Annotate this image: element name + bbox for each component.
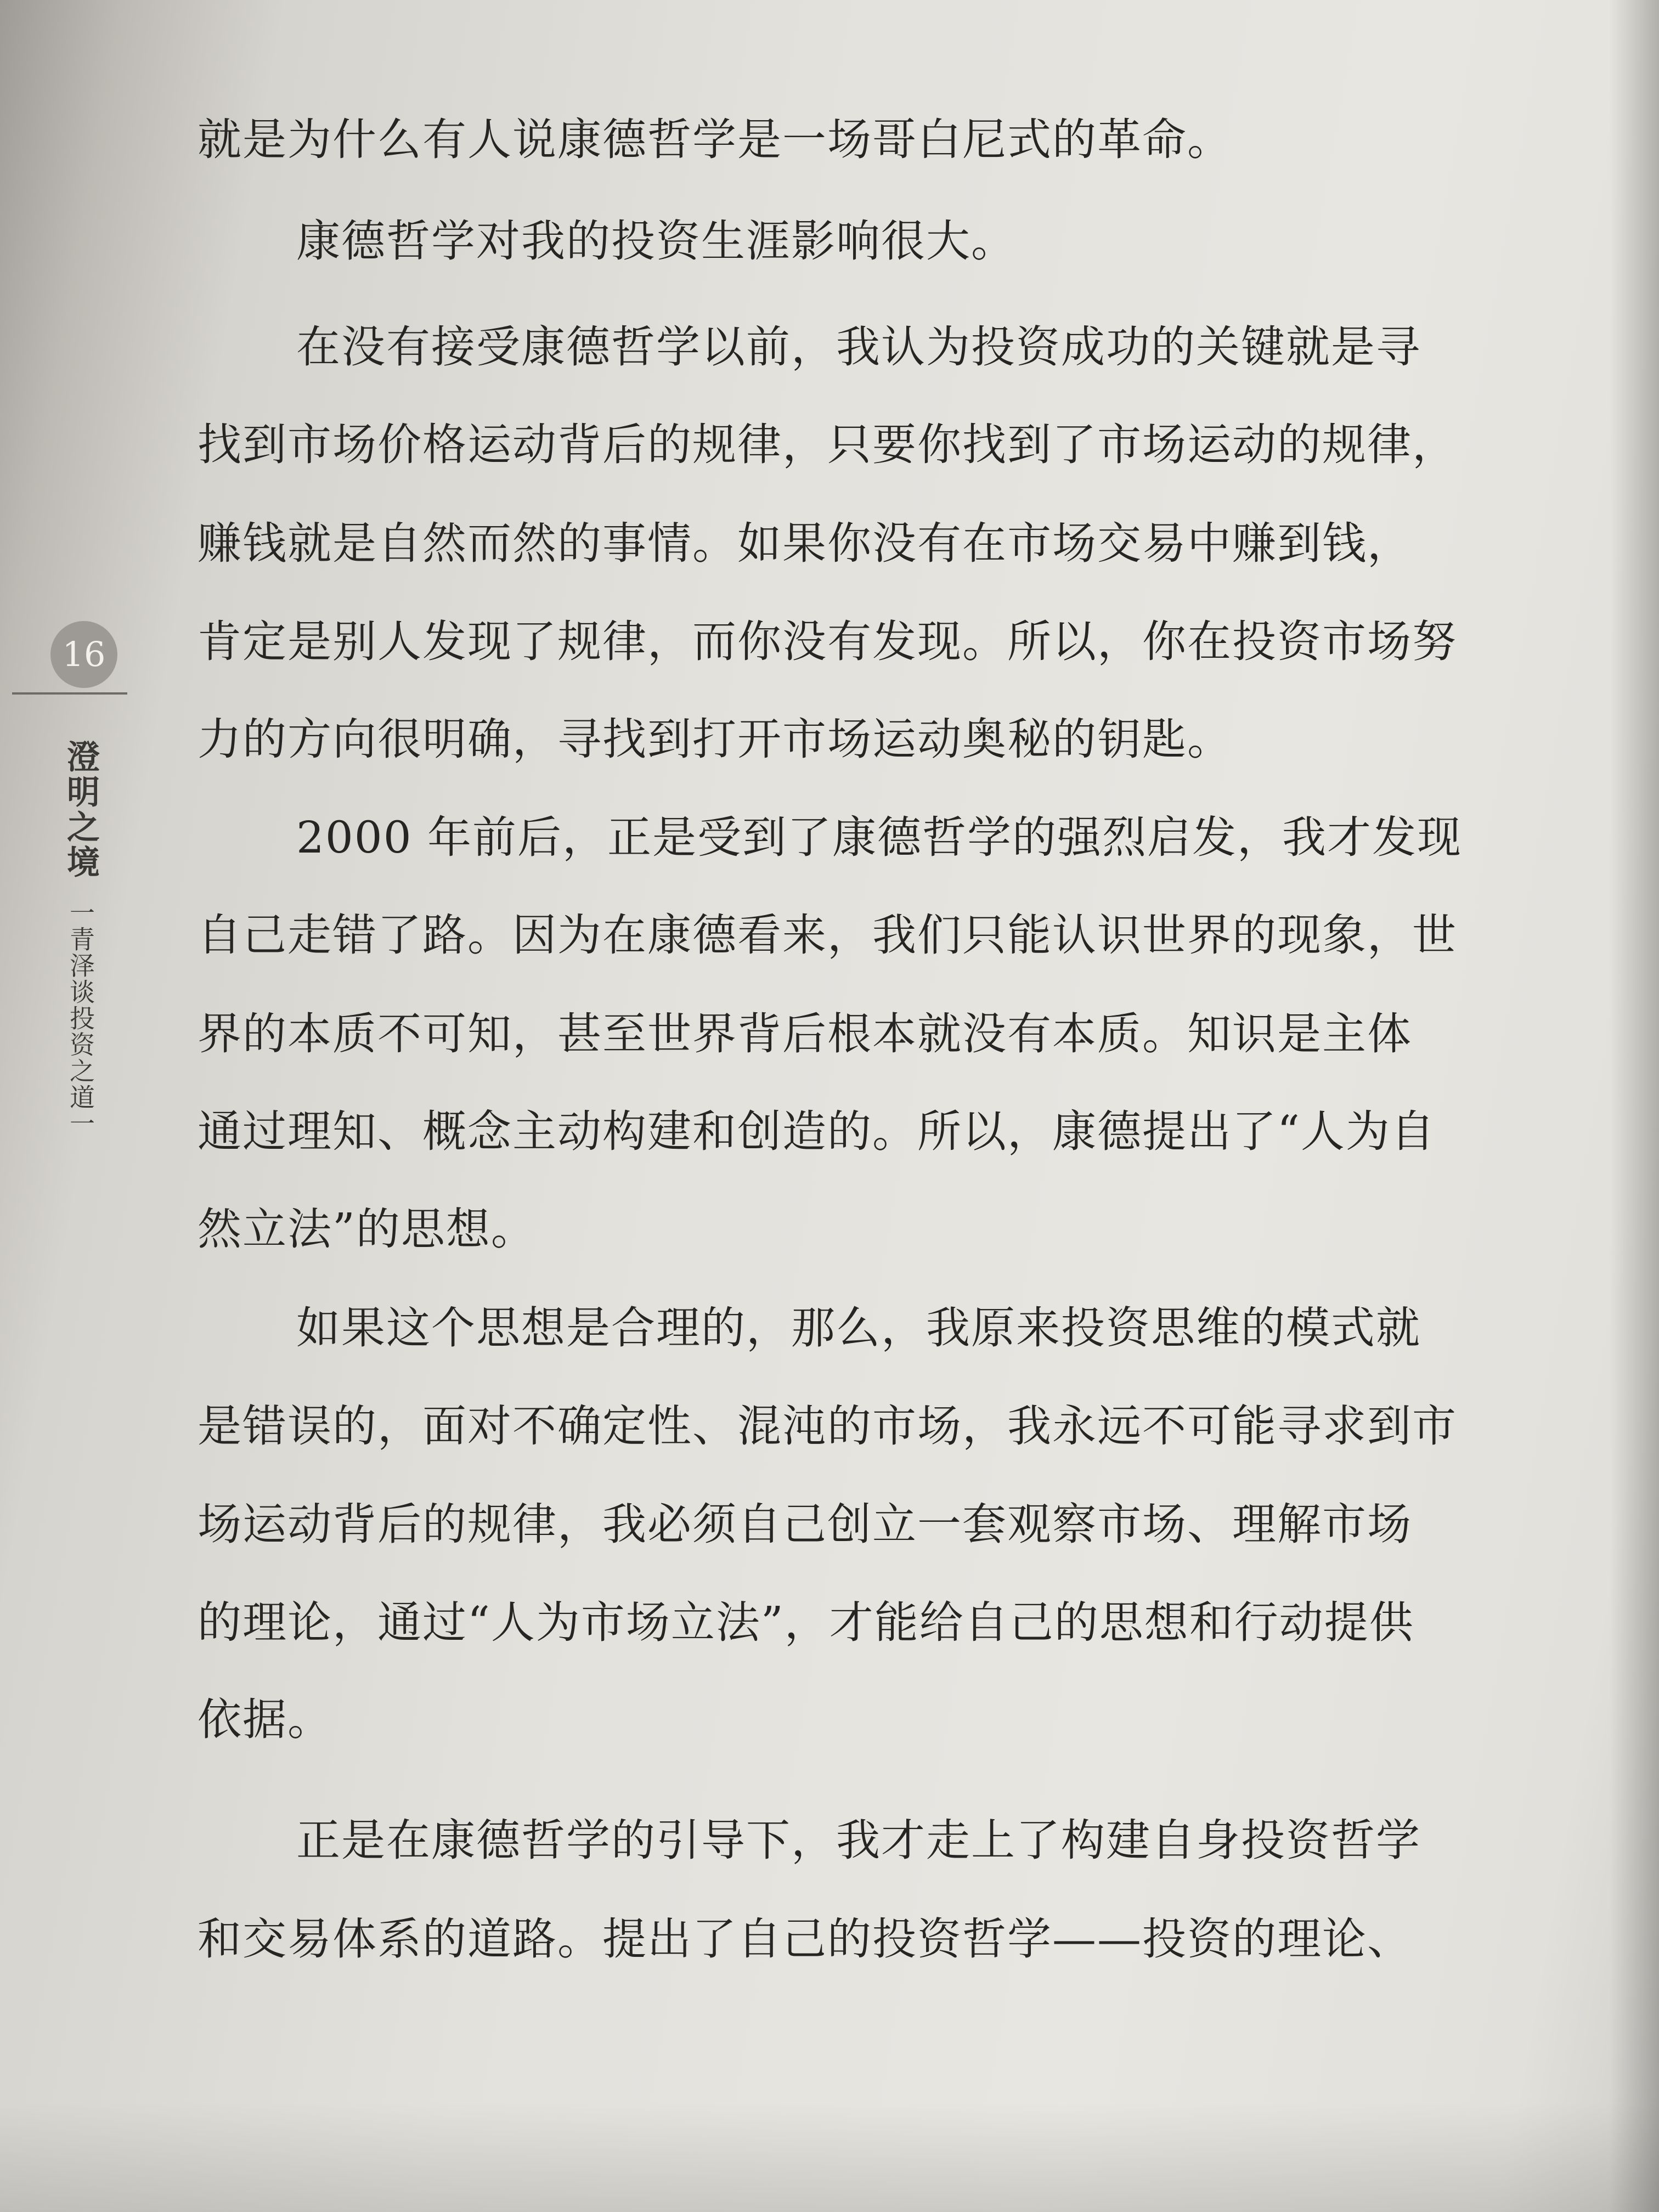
running-subtitle: 一青泽谈投资之道一	[66, 900, 95, 1137]
page-number-badge: 16	[50, 621, 117, 688]
text-line: 是错误的，面对不确定性、混沌的市场，我永远不可能寻求到市	[198, 1401, 1457, 1452]
text-line: 通过理知、概念主动构建和创造的。所以，康德提出了“人为自	[198, 1106, 1436, 1157]
bottom-shadow	[0, 2102, 1659, 2212]
text-line: 康德哲学对我的投资生涯影响很大。	[296, 216, 1016, 267]
running-title: 澄明之境	[61, 740, 100, 880]
text-line: 然立法”的思想。	[198, 1204, 536, 1255]
text-line: 2000 年前后，正是受到了康德哲学的强烈启发，我才发现	[296, 812, 1463, 863]
page-edge-shadow	[1610, 0, 1659, 2212]
text-line: 自己走错了路。因为在康德看来，我们只能认识世界的现象，世	[198, 910, 1457, 961]
text-line: 如果这个思想是合理的，那么，我原来投资思维的模式就	[296, 1302, 1421, 1353]
text-line: 在没有接受康德哲学以前，我认为投资成功的关键就是寻	[296, 321, 1421, 373]
text-line: 找到市场价格运动背后的规律，只要你找到了市场运动的规律，	[198, 419, 1457, 470]
text-line: 界的本质不可知，甚至世界背后根本就没有本质。知识是主体	[198, 1008, 1412, 1059]
text-line: 肯定是别人发现了规律，而你没有发现。所以，你在投资市场努	[198, 616, 1457, 667]
text-line: 场运动背后的规律，我必须自己创立一套观察市场、理解市场	[198, 1499, 1412, 1550]
text-line: 就是为什么有人说康德哲学是一场哥白尼式的革命。	[198, 114, 1232, 165]
text-line: 力的方向很明确，寻找到打开市场运动奥秘的钥匙。	[198, 714, 1232, 765]
text-line: 的理论，通过“人为市场立法”，才能给自己的思想和行动提供	[198, 1597, 1414, 1648]
text-line: 依据。	[198, 1694, 332, 1745]
running-header-rule	[12, 692, 127, 695]
text-line: 正是在康德哲学的引导下，我才走上了构建自身投资哲学	[296, 1815, 1421, 1866]
text-line: 和交易体系的道路。提出了自己的投资哲学——投资的理论、	[198, 1914, 1412, 1965]
text-line: 赚钱就是自然而然的事情。如果你没有在市场交易中赚到钱，	[198, 518, 1412, 569]
